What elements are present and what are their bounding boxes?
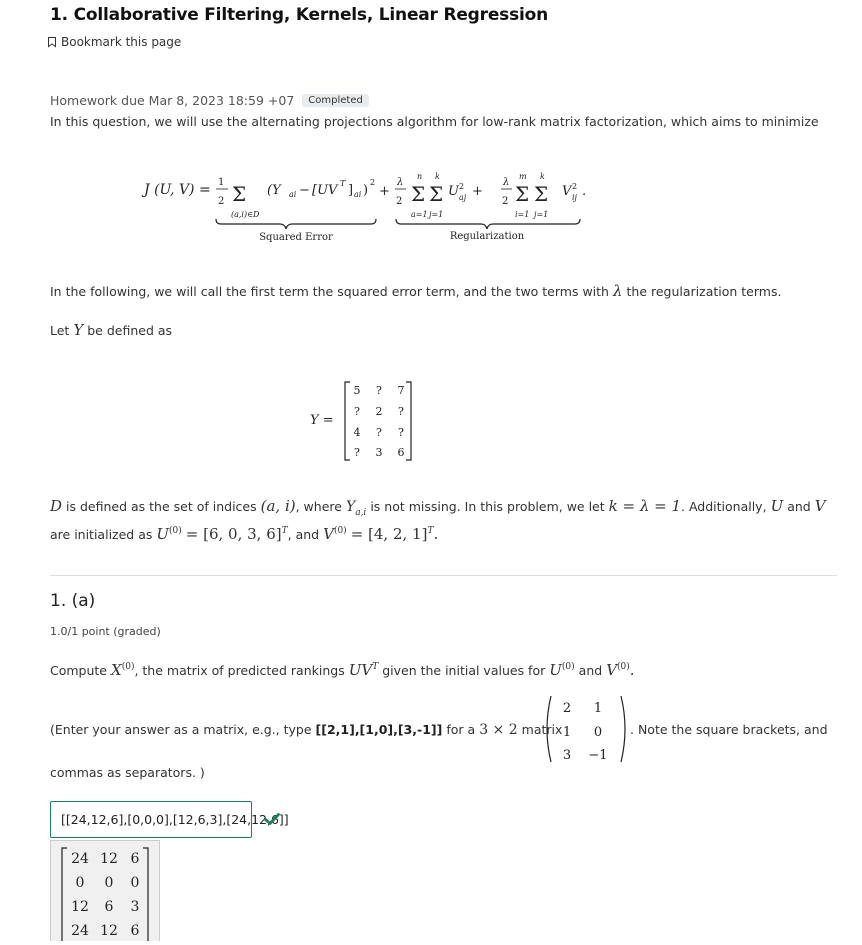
- preview-cell: 6: [104, 899, 114, 915]
- preview-cell: 0: [104, 875, 114, 891]
- svg-text:+: +: [472, 184, 483, 199]
- correct-check-icon: [264, 813, 280, 825]
- init-values: are initialized as $U^{(0)}$ = [6, 0, 3, 6]$^T$ , and $V^{(0)}$ = [4, 2, 1]$^T$.: [50, 525, 439, 543]
- squared-error-brace: [216, 219, 376, 229]
- matrix-y-cell: 4: [353, 426, 361, 439]
- matrix-y-cell: ?: [398, 426, 404, 439]
- preview-cell: 12: [71, 899, 89, 915]
- answer-preview: [50, 840, 160, 941]
- objective-formula: [130, 165, 610, 250]
- svg-text:ai: ai: [289, 190, 297, 199]
- svg-text:Σ: Σ: [429, 182, 444, 206]
- example-matrix-cell: 2: [562, 701, 572, 716]
- svg-text:.: .: [582, 184, 587, 199]
- matrix-y-cell: 2: [375, 405, 383, 418]
- svg-text:2: 2: [396, 196, 403, 207]
- svg-text:ai: ai: [354, 190, 362, 199]
- svg-text:Σ: Σ: [411, 182, 426, 206]
- regularization-label: Regularization: [449, 231, 525, 242]
- svg-text:k: k: [540, 172, 545, 181]
- instructions-text: (Enter your answer as a matrix, e.g., type [[2,1],[1,0],[3,-1]] for a 3 × 2 matrix: [50, 722, 563, 738]
- svg-text:j=1: j=1: [534, 210, 549, 219]
- preview-cell: 12: [100, 923, 118, 939]
- svg-text:): ): [363, 183, 369, 198]
- page-title: 1. Collaborative Filtering, Kernels, Linear Regression: [50, 5, 549, 25]
- bookmark-label: Bookmark this page: [61, 35, 182, 49]
- example-matrix-cell: −1: [588, 748, 608, 763]
- svg-text:(Y: (Y: [267, 183, 281, 198]
- preview-cell: 0: [130, 875, 140, 891]
- matrix-y-cell: ?: [376, 384, 382, 397]
- preview-cell: 24: [71, 851, 89, 867]
- answer-input[interactable]: [[24,12,6],[0,0,0],[12,6,3],[24,12,6]]: [50, 801, 252, 838]
- instructions-note: . Note the square brackets, and: [630, 722, 828, 737]
- svg-text:U: U: [448, 184, 459, 199]
- svg-text:Σ: Σ: [534, 182, 549, 206]
- svg-text:Y =: Y =: [310, 413, 334, 428]
- question-points: 1.0/1 point (graded): [50, 625, 161, 638]
- example-matrix: [543, 694, 631, 764]
- regularization-brace: [396, 219, 580, 229]
- svg-text:(a,i)∈D: (a,i)∈D: [231, 210, 260, 219]
- svg-text:−: −: [299, 183, 310, 198]
- homework-due: [50, 93, 369, 108]
- svg-text:a=1: a=1: [411, 210, 428, 219]
- preview-cell: 24: [71, 923, 89, 939]
- bookmark-button[interactable]: [48, 35, 181, 49]
- svg-text:ij: ij: [572, 193, 578, 202]
- svg-text:Σ: Σ: [232, 182, 247, 206]
- bookmark-icon: [48, 37, 56, 47]
- squared-error-label: Squared Error: [259, 232, 333, 243]
- svg-text:Σ: Σ: [515, 182, 530, 206]
- svg-text:k: k: [435, 172, 440, 181]
- svg-text:T: T: [340, 179, 346, 188]
- example-matrix-cell: 1: [562, 725, 572, 740]
- question-heading: 1. (a): [50, 591, 96, 611]
- d-definition: D is defined as the set of indices (a, i) , where $Y_{a,i}$ is not missing. In this problem, we let k = λ = 1 . Additionally, U and V: [50, 497, 826, 518]
- svg-text:2: 2: [572, 182, 578, 191]
- matrix-y-cell: 7: [397, 384, 405, 397]
- svg-text:V: V: [562, 184, 572, 199]
- let-y-text: Let Y be defined as: [50, 321, 173, 339]
- intro-text: In this question, we will use the alternating projections algorithm for low-rank matrix factorization, which aims to minimize: [50, 114, 819, 129]
- svg-text:2: 2: [502, 196, 509, 207]
- section-divider: [50, 575, 837, 576]
- preview-cell: 6: [130, 923, 140, 939]
- svg-text:i=1: i=1: [515, 210, 530, 219]
- instructions-line2: commas as separators. ): [50, 765, 205, 780]
- svg-text:λ: λ: [503, 177, 510, 188]
- svg-text:aj: aj: [459, 193, 467, 202]
- svg-text:1: 1: [218, 177, 225, 188]
- due-text: Homework due Mar 8, 2023 18:59 +07: [50, 93, 295, 108]
- svg-text:2: 2: [218, 196, 225, 207]
- following-text: In the following, we will call the first term the squared error term, and the two terms with λ the regularization terms.: [50, 282, 782, 300]
- example-matrix-cell: 1: [593, 701, 603, 716]
- example-matrix-cell: 0: [593, 725, 603, 740]
- preview-cell: 12: [100, 851, 118, 867]
- matrix-y-cell: 5: [353, 384, 361, 397]
- status-badge: Completed: [302, 94, 369, 107]
- preview-cell: 3: [130, 899, 140, 915]
- preview-cell: 0: [75, 875, 85, 891]
- svg-text:λ: λ: [397, 177, 404, 188]
- formula-lhs: J (U, V) =: [144, 182, 211, 198]
- svg-text:j=1: j=1: [429, 210, 444, 219]
- svg-text:2: 2: [370, 178, 376, 187]
- svg-text:m: m: [519, 172, 527, 181]
- matrix-y-cell: 3: [375, 446, 383, 459]
- matrix-y-cell: 6: [397, 446, 405, 459]
- matrix-y-cell: ?: [354, 446, 360, 459]
- svg-text:2: 2: [459, 182, 465, 191]
- matrix-y-cell: ?: [376, 426, 382, 439]
- svg-text:]: ]: [348, 183, 354, 198]
- matrix-y-cell: ?: [398, 405, 404, 418]
- question-prompt: Compute $X^{(0)}$ , the matrix of predicted rankings $UV^T$ given the initial values for $U^{(0)}$ and $V^{(0)}$.: [50, 661, 635, 679]
- example-matrix-cell: 3: [562, 748, 572, 763]
- matrix-y: [300, 378, 430, 464]
- matrix-y-cell: ?: [354, 405, 360, 418]
- preview-cell: 6: [130, 851, 140, 867]
- svg-text:[UV: [UV: [312, 183, 338, 198]
- svg-text:n: n: [417, 172, 423, 181]
- svg-text:+: +: [379, 184, 390, 199]
